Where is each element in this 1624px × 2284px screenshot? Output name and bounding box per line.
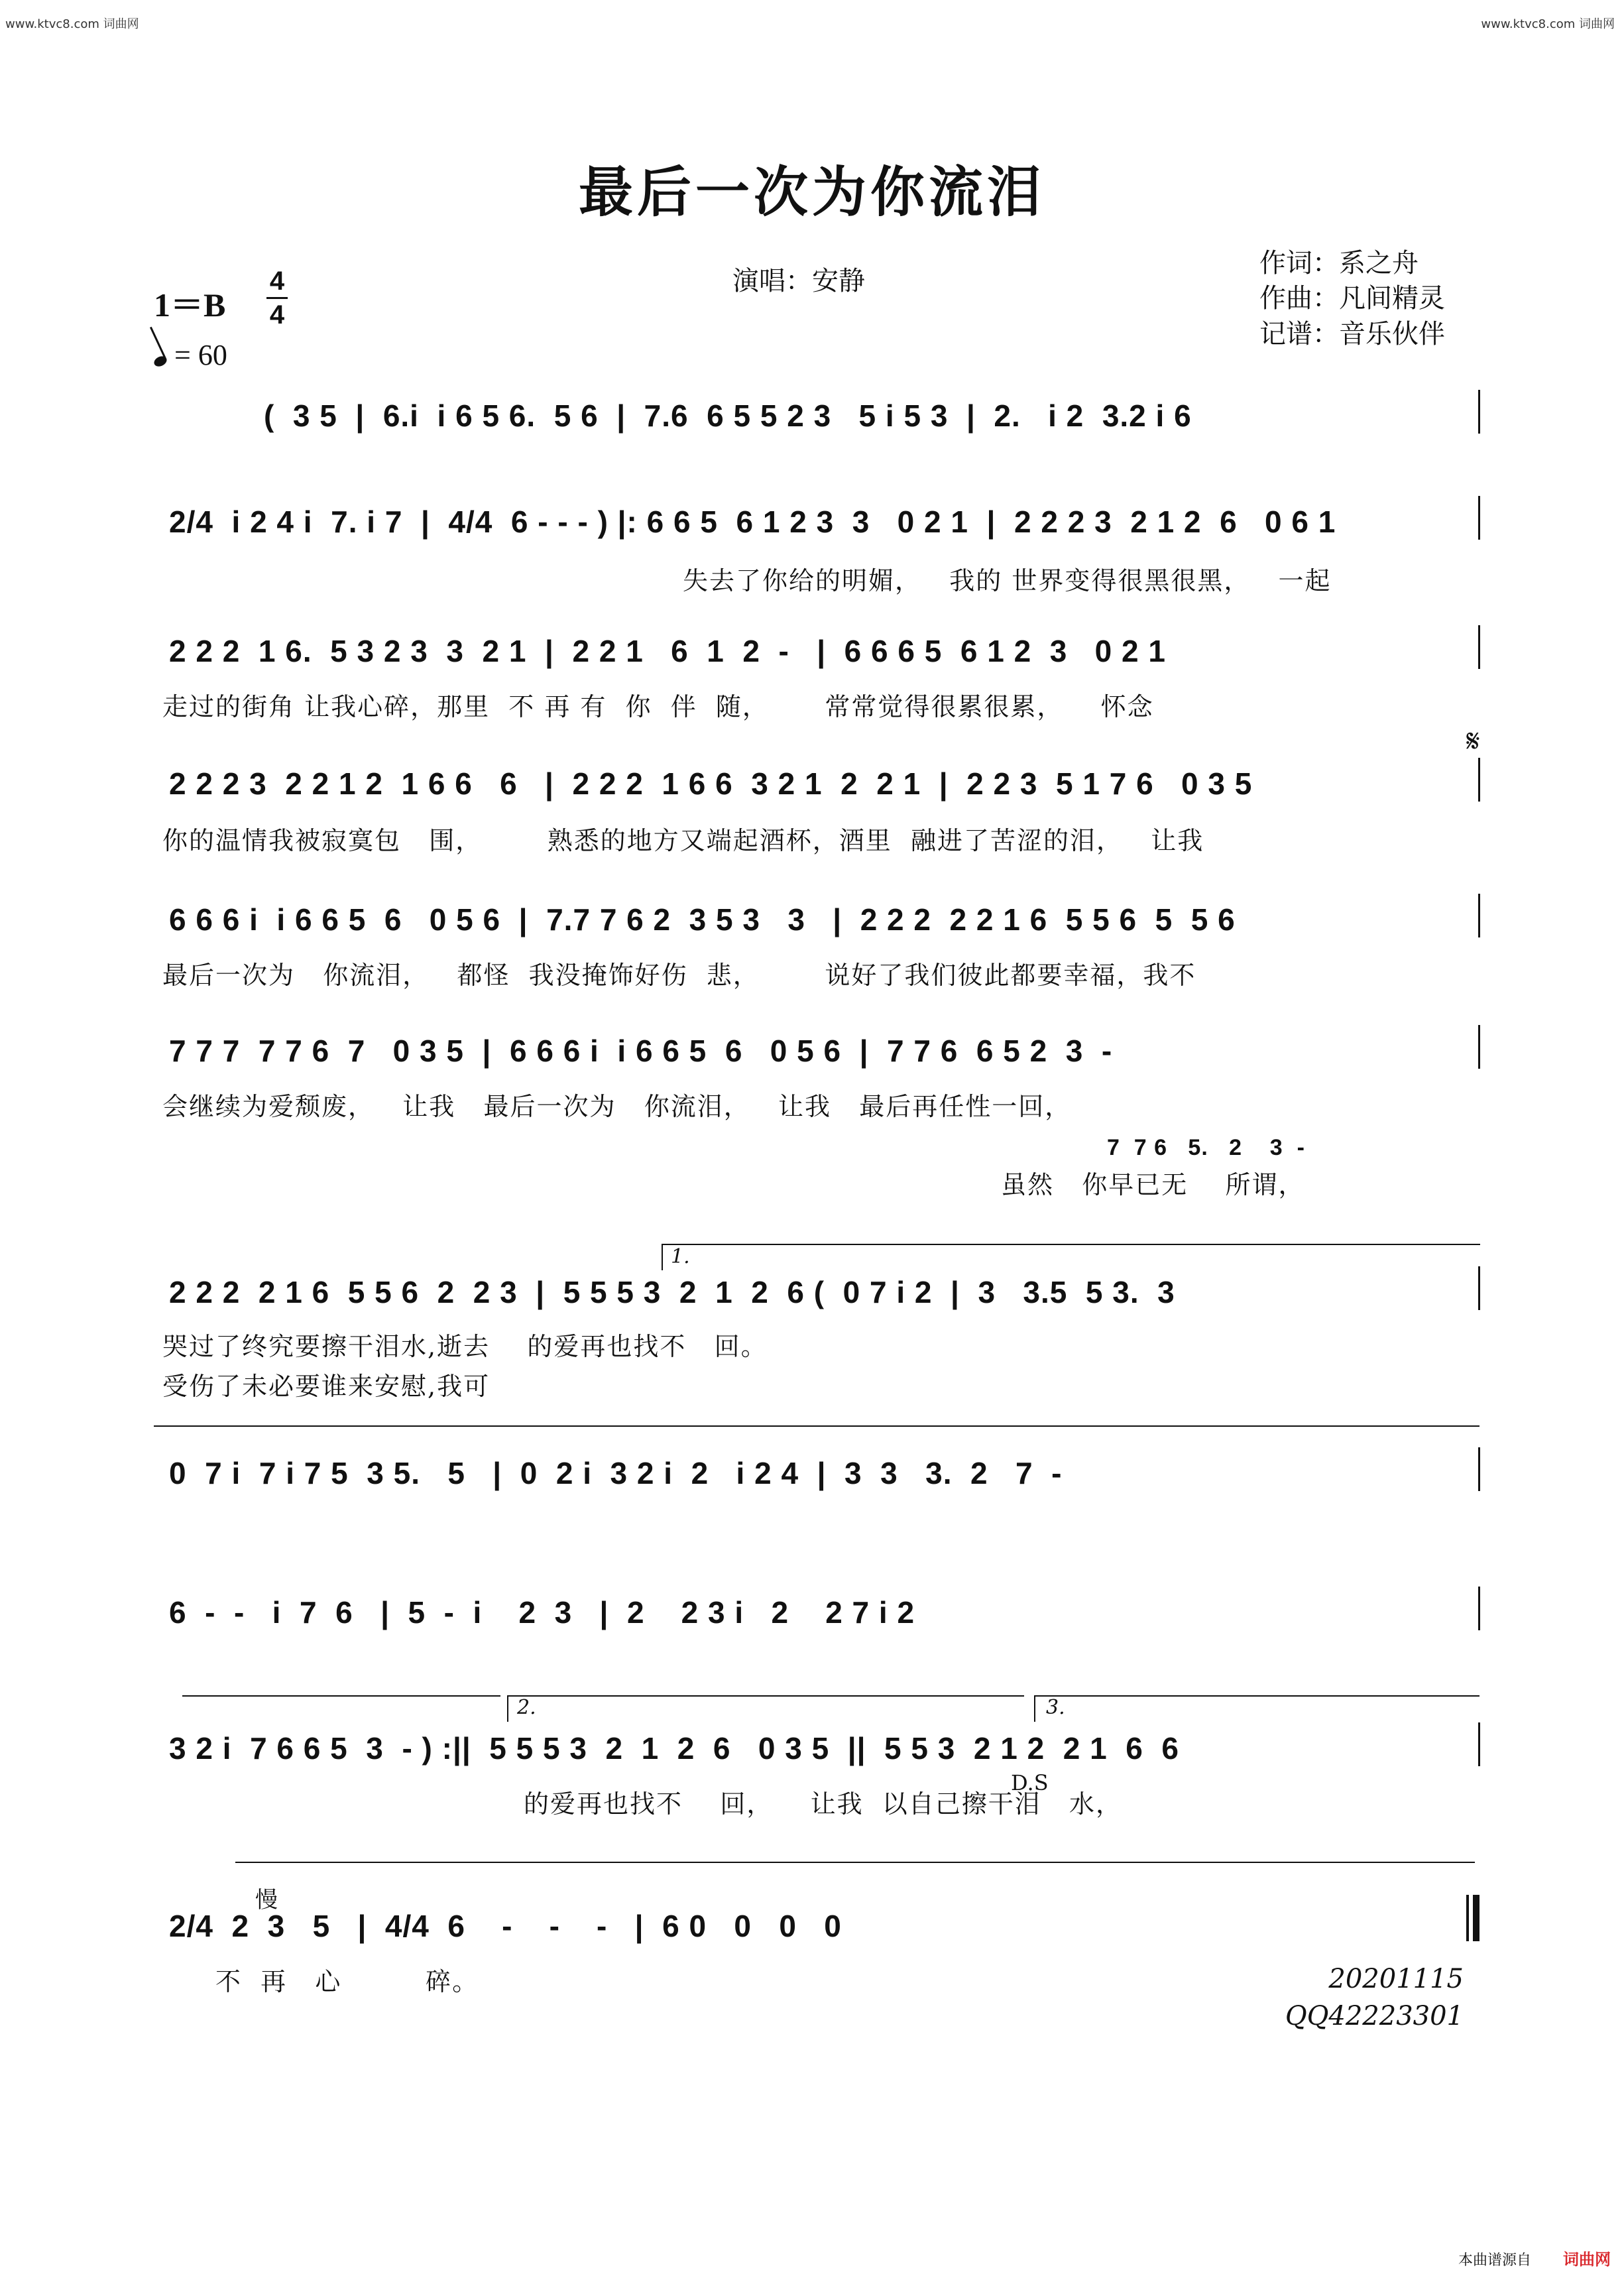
system-3-notes: 2 2 2 1 6. 5 3 2 3 3 2 1 | 2 2 1 6 1 2 - | 6 6 6 5 6 1 2 3 0 2 1 <box>169 634 1166 668</box>
volta-2-bracket-left <box>507 1695 508 1722</box>
barline <box>1478 496 1480 540</box>
system-4-lyrics: 你的温情我被寂寞包 围， 熟悉的地方又端起酒杯，酒里 融进了苦涩的泪， 让我 <box>162 826 1204 855</box>
barline <box>1478 390 1480 434</box>
transcriber-credit: 记谱：音乐伙伴 <box>1259 319 1445 349</box>
system-2-notes: 2/4 i 2 4 i 7. i 7 | 4/4 6 - - - ) |: 6 6 5 6 1 2 3 3 0 2 1 | 2 2 2 3 2 1 2 6 0 6 1 <box>169 505 1336 539</box>
final-barline-thin <box>1466 1895 1469 1941</box>
system-1-notes: ( 3 5 | 6.i i 6 5 6. 5 6 | 7.6 6 5 5 2 3 5 i 5 3 | 2. i 2 3.2 i 6 <box>264 398 1192 433</box>
qq-stamp: QQ42223301 <box>1285 2001 1464 2031</box>
time-signature <box>264 265 290 331</box>
system-11-lyrics: 不 再 心 碎。 <box>215 1967 479 1996</box>
song-title: 最后一次为你流泪 <box>578 160 1045 224</box>
slow-marking: 慢 <box>255 1887 278 1913</box>
tempo-value: = 60 <box>174 339 227 371</box>
volta-1-label: 1. <box>671 1245 690 1268</box>
alt-line-lyrics: 虽然 你早已无 所谓， <box>1001 1170 1305 1199</box>
volta-1-bracket <box>662 1244 1480 1245</box>
system-10-lyrics: 的爱再也找不 回， 让我 以自己擦干泪 水， <box>524 1789 1123 1819</box>
quarter-note-icon <box>152 354 168 368</box>
system-11-notes: 2/4 2 3 5 | 4/4 6 - - - | 6 0 0 0 0 <box>169 1909 842 1943</box>
system-6-notes: 7 7 7 7 7 6 7 0 3 5 | 6 6 6 i i 6 6 5 6 0 5 6 | 7 7 6 6 5 2 3 - <box>169 1034 1113 1068</box>
singer-credit: 演唱：安静 <box>732 266 865 296</box>
final-bracket-line <box>235 1862 1475 1863</box>
alt-line-notes: 7 7 6 5. 2 3 - <box>1107 1135 1305 1160</box>
volta-2-label: 2. <box>517 1696 536 1719</box>
volta-3-bracket <box>1034 1695 1479 1697</box>
barline <box>1478 1266 1480 1310</box>
system-10-notes: 3 2 i 7 6 6 5 3 - ) :|| 5 5 5 3 2 1 2 6 0 3 5 || 5 5 3 2 1 2 2 1 6 6 <box>169 1731 1179 1766</box>
divider-line <box>154 1425 1479 1427</box>
tempo-marking <box>154 338 227 372</box>
system-7-lyrics: 哭过了终究要擦干泪水,逝去 的爱再也找不 回。 <box>162 1332 768 1361</box>
system-8-notes: 0 7 i 7 i 7 5 3 5. 5 | 0 2 i 3 2 i 2 i 2 4 | 3 3 3. 2 7 - <box>169 1456 1063 1490</box>
volta-3-label: 3. <box>1046 1696 1065 1719</box>
volta-1-bracket-left <box>662 1244 663 1270</box>
system-7-notes: 2 2 2 2 1 6 5 5 6 2 2 3 | 5 5 5 3 2 1 2 6 ( 0 7 i 2 | 3 3.5 5 3. 3 <box>169 1275 1175 1309</box>
volta-3-bracket-left <box>1034 1695 1035 1722</box>
segno-icon: 𝄋 <box>1466 723 1480 760</box>
system-2-lyrics: 失去了你给的明媚， 我的 世界变得很黑很黑， 一起 <box>683 566 1332 595</box>
system-9-notes: 6 - - i 7 6 | 5 - i 2 3 | 2 2 3 i 2 2 7 i 2 <box>169 1595 915 1630</box>
system-5-lyrics: 最后一次为 你流泪， 都怪 我没掩饰好伤 悲， 说好了我们彼此都要幸福，我不 <box>162 961 1196 990</box>
header-site-text: www.ktvc8.com 词曲网 <box>5 17 139 31</box>
volta-ending-bracket <box>182 1695 500 1697</box>
volta-2-bracket <box>507 1695 1024 1697</box>
system-3-lyrics: 走过的街角 让我心碎，那里 不 再 有 你 伴 随， 常常觉得很累很累， 怀念 <box>162 692 1154 721</box>
lyricist-credit: 作词：系之舟 <box>1259 248 1419 278</box>
header-site-text-right: www.ktvc8.com 词曲网 <box>1481 17 1615 31</box>
barline <box>1478 1587 1480 1630</box>
time-signature-top: 4 <box>269 267 285 296</box>
barline <box>1478 894 1480 937</box>
system-5-notes: 6 6 6 i i 6 6 5 6 0 5 6 | 7.7 7 6 2 3 5 3 3 | 2 2 2 2 2 1 6 5 5 6 5 5 6 <box>169 902 1236 937</box>
footer-source: 本曲谱源自 <box>1458 2252 1531 2269</box>
date-stamp: 20201115 <box>1328 1964 1464 1994</box>
barline <box>1478 758 1480 802</box>
barline <box>1478 625 1480 669</box>
barline <box>1478 1722 1480 1766</box>
key-signature: 1＝B <box>154 286 226 324</box>
barline <box>1478 1025 1480 1069</box>
final-barline-thick <box>1473 1895 1479 1941</box>
ds-marking: D.S <box>1011 1770 1049 1795</box>
composer-credit: 作曲：凡间精灵 <box>1259 283 1445 314</box>
system-7-lyrics-verse2: 受伤了未必要谁来安慰,我可 <box>162 1372 491 1401</box>
footer-site-link[interactable]: 词曲网 <box>1563 2250 1611 2269</box>
time-signature-bottom: 4 <box>269 300 285 330</box>
system-4-notes: 2 2 2 3 2 2 1 2 1 6 6 6 | 2 2 2 1 6 6 3 2 1 2 2 1 | 2 2 3 5 1 7 6 0 3 5 <box>169 766 1253 801</box>
system-6-lyrics: 会继续为爱颓废， 让我 最后一次为 你流泪， 让我 最后再任性一回， <box>162 1092 1072 1121</box>
barline <box>1478 1447 1480 1491</box>
